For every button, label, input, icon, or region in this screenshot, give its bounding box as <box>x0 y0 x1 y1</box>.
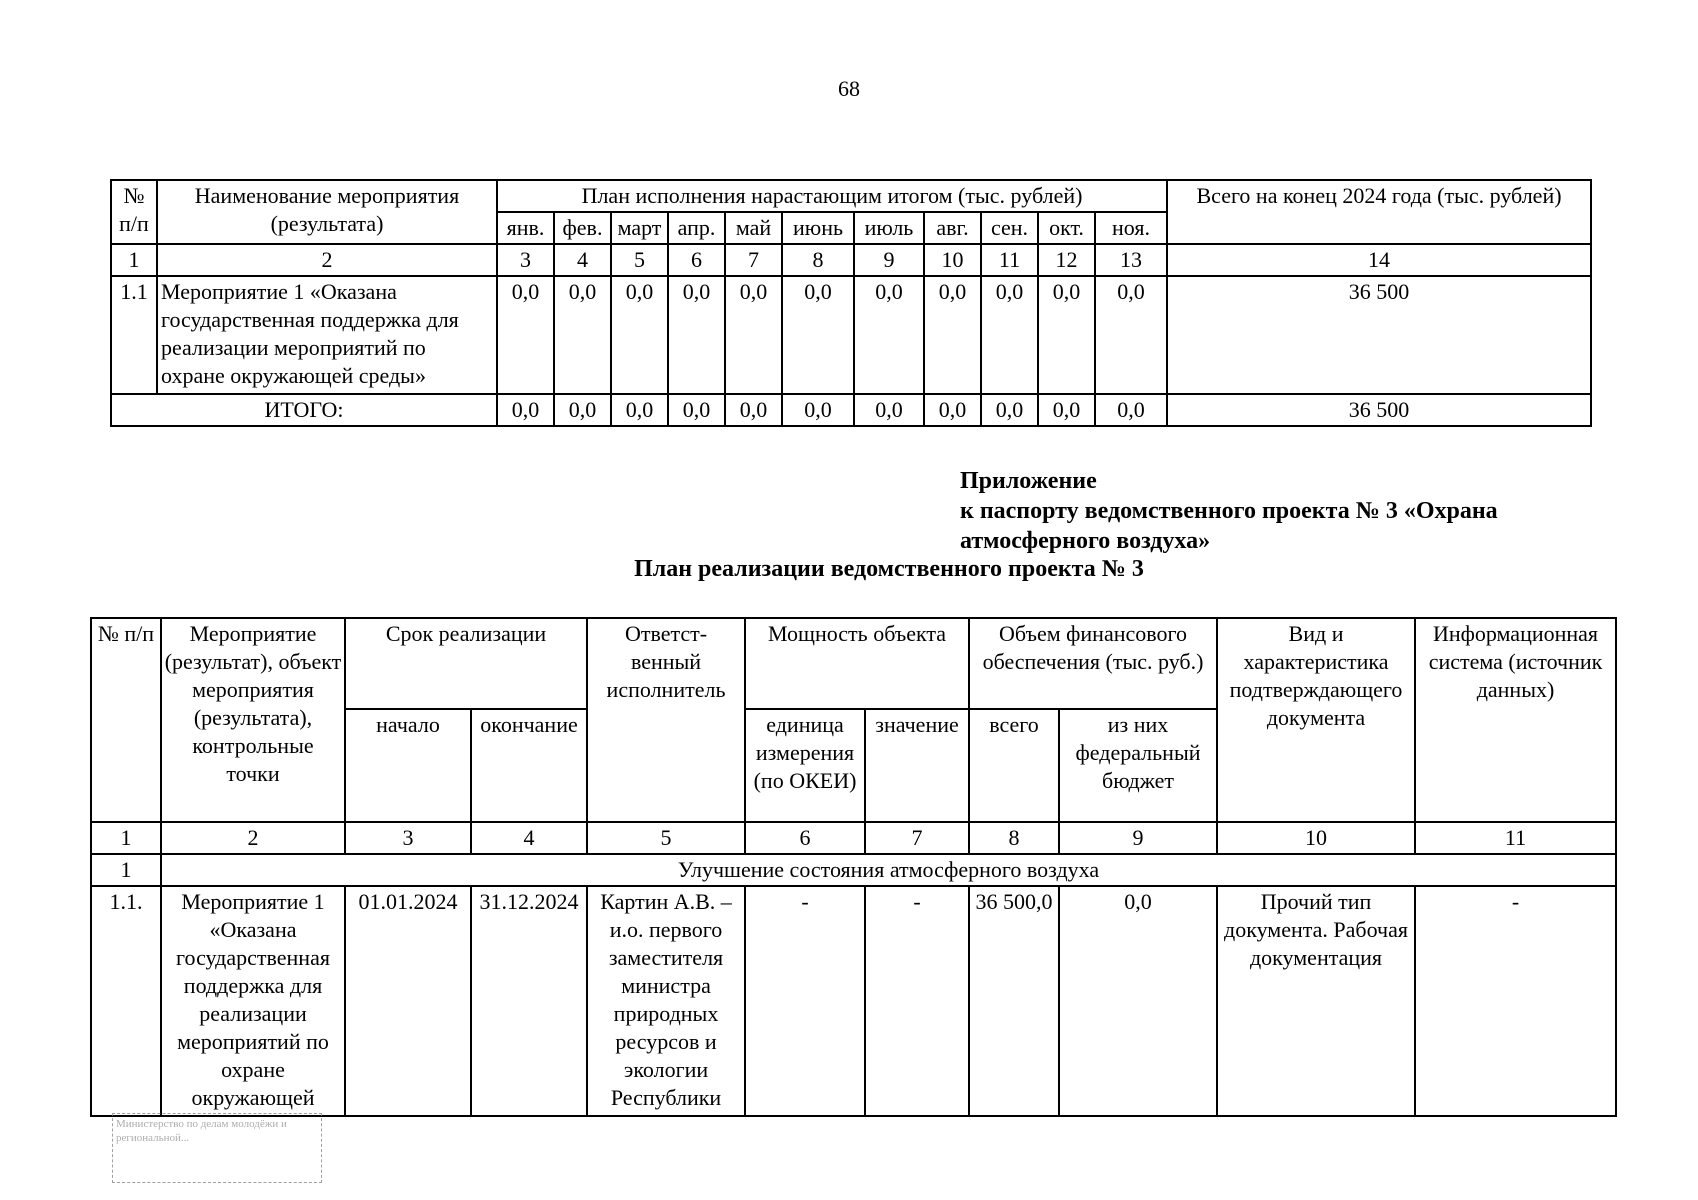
month-apr: апр. <box>668 212 725 244</box>
col-number: 1 <box>111 244 157 276</box>
row-unit: - <box>745 886 865 1116</box>
header-value: значение <box>865 709 969 822</box>
stamp-text: Министерство по делам молодёжи и региональной... <box>116 1118 287 1144</box>
header-federal: из них федеральный бюджет <box>1059 709 1217 822</box>
header-total: всего <box>969 709 1059 822</box>
col-number: 7 <box>725 244 782 276</box>
itogo-value: 0,0 <box>554 394 611 426</box>
itogo-value: 0,0 <box>611 394 668 426</box>
itogo-value: 0,0 <box>668 394 725 426</box>
row-value: 0,0 <box>1038 276 1095 394</box>
header-name: Наименование мероприятия (результата) <box>157 180 497 244</box>
section-title: Улучшение состояния атмосферного воздуха <box>161 854 1616 886</box>
col-number: 14 <box>1167 244 1591 276</box>
table-row <box>91 886 1616 1116</box>
col-number: 6 <box>668 244 725 276</box>
row-start: 01.01.2024 <box>345 886 471 1116</box>
row-event: Мероприятие 1 «Оказана государственная поддержка для реализации мероприятий по охране окружающей <box>161 886 345 1116</box>
month-jun: июнь <box>782 212 854 244</box>
col-number: 4 <box>554 244 611 276</box>
col-number: 2 <box>161 822 345 854</box>
col-number: 10 <box>924 244 981 276</box>
row-value: 0,0 <box>497 276 554 394</box>
col-number: 3 <box>497 244 554 276</box>
col-number: 4 <box>471 822 587 854</box>
monthly-plan-table <box>110 179 1592 427</box>
appendix-line: атмосферного воздуха» <box>960 528 1211 554</box>
month-sep: сен. <box>981 212 1038 244</box>
month-feb: фев. <box>554 212 611 244</box>
total-row <box>111 394 1591 426</box>
header-term: Срок реализации <box>345 618 587 709</box>
col-number: 10 <box>1217 822 1415 854</box>
itogo-value: 0,0 <box>497 394 554 426</box>
row-value: 0,0 <box>725 276 782 394</box>
row-federal: 0,0 <box>1059 886 1217 1116</box>
header-info: Информационная система (источник данных) <box>1415 618 1616 822</box>
row-num: 1.1. <box>91 886 161 1116</box>
header-plan: План исполнения нарастающим итогом (тыс. рублей) <box>497 180 1167 212</box>
row-end: 31.12.2024 <box>471 886 587 1116</box>
month-may: май <box>725 212 782 244</box>
page-number: 68 <box>838 76 860 101</box>
month-oct: окт. <box>1038 212 1095 244</box>
appendix-line: к паспорту ведомственного проекта № 3 «Охрана <box>960 498 1498 524</box>
header-doc: Вид и характеристика подтверждающего документа <box>1217 618 1415 822</box>
header-event: Мероприятие (результат), объект мероприятия (результата), контрольные точки <box>161 618 345 822</box>
row-total: 36 500,0 <box>969 886 1059 1116</box>
header-num: № п/п <box>91 618 161 822</box>
col-number: 3 <box>345 822 471 854</box>
col-number: 12 <box>1038 244 1095 276</box>
row-value: 0,0 <box>554 276 611 394</box>
col-number: 11 <box>981 244 1038 276</box>
header-num: № п/п <box>111 180 157 244</box>
month-jul: июль <box>854 212 924 244</box>
section-row <box>91 854 1616 886</box>
col-number: 11 <box>1415 822 1616 854</box>
row-info: - <box>1415 886 1616 1116</box>
col-number: 13 <box>1095 244 1167 276</box>
registration-stamp <box>112 1113 322 1183</box>
itogo-value: 0,0 <box>725 394 782 426</box>
plan-title: План реализации ведомственного проекта № 3 <box>634 556 1144 582</box>
section-num: 1 <box>91 854 161 886</box>
row-num: 1.1 <box>111 276 157 394</box>
col-number: 2 <box>157 244 497 276</box>
row-value: 0,0 <box>924 276 981 394</box>
col-number: 9 <box>1059 822 1217 854</box>
month-nov: ноя. <box>1095 212 1167 244</box>
row-total: 36 500 <box>1167 276 1591 394</box>
itogo-value: 0,0 <box>1038 394 1095 426</box>
appendix-line: Приложение <box>960 468 1097 494</box>
itogo-value: 0,0 <box>981 394 1038 426</box>
row-value: 0,0 <box>782 276 854 394</box>
month-jan: янв. <box>497 212 554 244</box>
row-executor: Картин А.В. – и.о. первого заместителя министра природных ресурсов и экологии Республики <box>587 886 745 1116</box>
col-number: 1 <box>91 822 161 854</box>
row-doc: Прочий тип документа. Рабочая документация <box>1217 886 1415 1116</box>
col-number: 8 <box>782 244 854 276</box>
row-value: 0,0 <box>611 276 668 394</box>
header-executor: Ответст-венный исполнитель <box>587 618 745 822</box>
row-value: 0,0 <box>1095 276 1167 394</box>
month-aug: авг. <box>924 212 981 244</box>
header-finance: Объем финансового обеспечения (тыс. руб.) <box>969 618 1217 709</box>
itogo-total: 36 500 <box>1167 394 1591 426</box>
implementation-plan-table <box>90 617 1617 1117</box>
row-value: - <box>865 886 969 1116</box>
itogo-value: 0,0 <box>854 394 924 426</box>
col-number: 5 <box>587 822 745 854</box>
row-name: Мероприятие 1 «Оказана государственная поддержка для реализации мероприятий по охране окружающей среды» <box>157 276 497 394</box>
itogo-value: 0,0 <box>782 394 854 426</box>
header-unit: единица измерения (по ОКЕИ) <box>745 709 865 822</box>
col-number: 7 <box>865 822 969 854</box>
itogo-value: 0,0 <box>1095 394 1167 426</box>
itogo-value: 0,0 <box>924 394 981 426</box>
appendix-note <box>960 466 1498 556</box>
col-number: 9 <box>854 244 924 276</box>
col-number: 6 <box>745 822 865 854</box>
row-value: 0,0 <box>668 276 725 394</box>
itogo-label: ИТОГО: <box>111 394 497 426</box>
col-number: 5 <box>611 244 668 276</box>
header-capacity: Мощность объекта <box>745 618 969 709</box>
header-end: окончание <box>471 709 587 822</box>
header-total: Всего на конец 2024 года (тыс. рублей) <box>1167 180 1591 244</box>
row-value: 0,0 <box>981 276 1038 394</box>
header-start: начало <box>345 709 471 822</box>
month-mar: март <box>611 212 668 244</box>
col-number: 8 <box>969 822 1059 854</box>
row-value: 0,0 <box>854 276 924 394</box>
table-row <box>111 276 1591 394</box>
